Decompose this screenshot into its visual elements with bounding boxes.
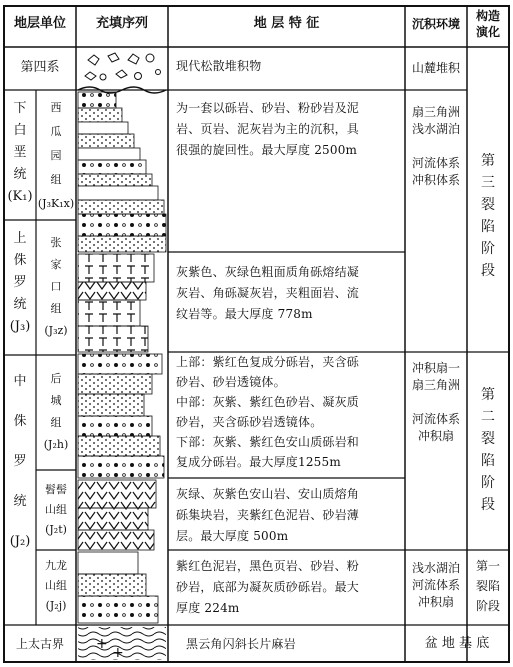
header-stratigraphic-unit: 地层单位 [13, 16, 66, 31]
svg-text:+: + [96, 636, 108, 652]
lower-cretaceous-series: 下 白 垩 统 (K₁) [7, 101, 33, 204]
zhangjiakou-lithology [78, 254, 154, 352]
houcheng-lithology [78, 354, 164, 478]
header-sedimentary-environment: 沉积环境 [411, 17, 460, 31]
middle-jurassic-series: 中 侏 罗 统 (J₂) [9, 374, 31, 549]
basin-basement-label: 盆 地 基 底 [424, 636, 490, 651]
jiulongshan-feature: 紫红色泥岩，黑色页岩、砂岩、粉 砂岩，底部为凝灰质砂砾岩。最大 厚度 224m [176, 559, 360, 615]
xiguayuan-formation: 西 瓜 园 组 (J₃K₁x) [37, 101, 75, 210]
header-filling-sequence: 充填序列 [95, 16, 148, 31]
header-tectonic-evolution: 构造 演化 [475, 9, 500, 39]
tiaojishan-feature: 灰绿、灰紫色安山岩、安山质熔角 砾集块岩，夹紫红色泥岩、砂岩薄 层。最大厚度 500m [176, 487, 360, 543]
xiguayuan-environment: 扇三角洲 浅水湖泊 河流体系 冲积体系 [411, 105, 460, 187]
xiguayuan-lithology [78, 92, 166, 252]
houcheng-formation: 后 城 组 (J₂h) [43, 372, 69, 451]
quaternary-unit: 第四系 [20, 60, 60, 75]
header-strata-features: 地 层 特 征 [253, 16, 320, 31]
svg-text:+: + [112, 645, 124, 661]
third-rift-stage: 第 三 裂 陷 阶 段 [481, 153, 495, 279]
houcheng-feature: 上部：紫红色复成分砾岩，夹含砾 砂岩、砂岩透镜体。 中部：灰紫、紫红色砂岩、凝灰质 砂岩，夹含砾砂岩透镜体。 下部：灰紫、紫红色安山质砾岩和 复成分砾岩。最大厚度1255m [176, 355, 360, 469]
xiguayuan-feature: 为一套以砾岩、砂岩、粉砂岩及泥 岩、页岩、泥灰岩为主的沉积，具 很强的旋回性。最大厚度 2500m [176, 101, 360, 157]
jiulongshan-formation: 九龙 山组 (J₂j) [45, 559, 67, 612]
quaternary-gravel-layer [85, 53, 161, 80]
second-rift-stage: 第 二 裂 陷 阶 段 [481, 387, 495, 513]
zhangjiakou-formation: 张 家 口 组 (J₃z) [44, 236, 68, 337]
zhangjiakou-feature: 灰紫色、灰绿色粗面质角砾熔结凝 灰岩、角砾凝灰岩，夹粗面岩、流 纹岩等。最大厚度 778m [176, 265, 360, 321]
archean-feature: 黑云角闪斜长片麻岩 [186, 637, 296, 651]
archean-unit: 上太古界 [15, 637, 64, 651]
tiaojishan-formation: 髫髻 山组 (J₂t) [45, 483, 67, 536]
archean-gneiss [78, 627, 166, 661]
jiulongshan-environment: 浅水湖泊 河流体系 冲积扇 [411, 561, 460, 609]
tiaojishan-lithology [78, 480, 156, 550]
quaternary-environment: 山麓堆积 [411, 61, 460, 75]
jiulongshan-lithology [78, 552, 158, 623]
upper-jurassic-series: 上 侏 罗 统 (J₃) [9, 231, 31, 334]
filling-sequence-column [78, 53, 166, 661]
quaternary-feature: 现代松散堆积物 [176, 59, 262, 73]
houcheng-environment: 冲积扇一 扇三角洲 河流体系 冲积扇 [411, 361, 460, 443]
first-rift-stage: 第一 裂陷 阶段 [475, 559, 500, 613]
